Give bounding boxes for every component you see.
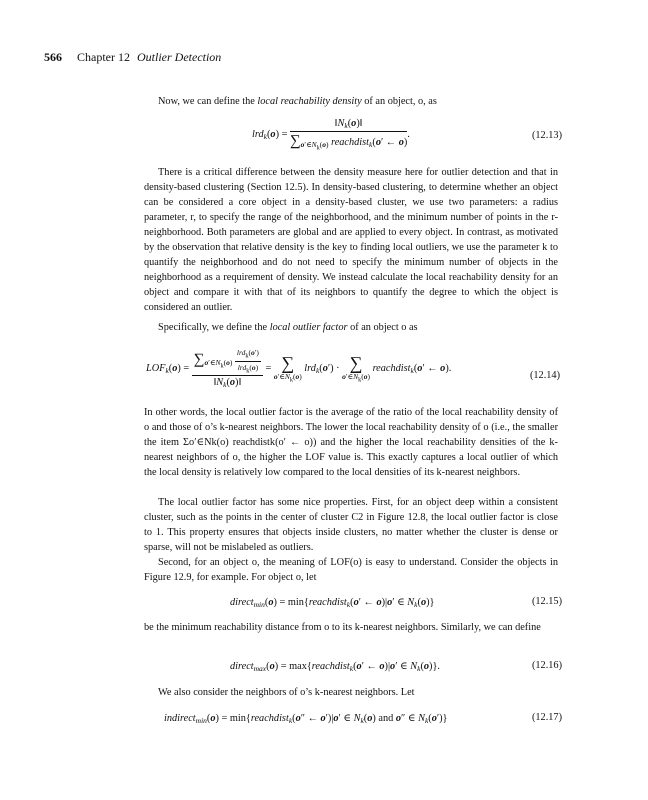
paragraph-5 [144, 495, 558, 555]
p8-text: We also consider the neighbors of o’s k-nearest neighbors. Let [158, 687, 415, 698]
equation-number-12-14: (12.14) [529, 370, 560, 381]
p3-pre: Specifically, we define the [158, 322, 270, 333]
p1-term: local reachability density [257, 96, 362, 107]
p1-post: of an object, o, as [361, 96, 437, 107]
paragraph-1 [144, 94, 558, 109]
page-number: 566 [44, 50, 62, 64]
p1-pre: Now, we can define the [158, 96, 258, 107]
equation-number-12-16: (12.16) [531, 660, 562, 671]
equation-number-12-13: (12.13) [531, 130, 562, 141]
paragraph-7 [144, 620, 558, 635]
p7-text: be the minimum reachability distance from o to its k-nearest neighbors. Similarly, we can define [144, 622, 541, 633]
paragraph-6 [144, 555, 558, 585]
p3-term: local outlier factor [269, 322, 348, 333]
page: 566 Chapter 12 Outlier Detection Now, we can define the local reachability density of an object, o, as lrd$_k$(o) = $\frac{‖N_k(o)‖}{\sum_{o'\in N_k(o)} reachdist_k(o' \leftarrow o)}$ . (12.13) There is a critical difference between the density measure here for outlier detection and that in density-based clustering (Section 12.5). In density-based clustering, to determine whether an object can be considered a core object in a density-based cluster, we use two parameters: a radius parameter, r, to specify the range of the neighborhood, and the minimum number of points in the r-neighborhood. Both parameters are global and are applied to every object. In contrast, as motivated by the observation that relative density is the key to finding local outliers, we use the parameter k to quantify the neighborhood and do not need to specify the minimum number of objects in the neighborhood as a requirement of density. We instead calculate the local reachability density for an object and compare it with that of its neighbors to quantify the degree to which the object is considered an outlier. Specifically, we define the local outlier factor of an object o as $LOF_k(o)$ = $\sum_{o'\in N_k(o)}$ $\frac{lrd_k(o')}{lrd_k(o)}$ $‖N_k(o)‖$ = ∑ $o'\in N_k(o)$ lrd$_k$(o′) · ∑ $o'\in N_k(o)$ reachdist$_k$(o′ ← o). (12.14) In other words, the local outlier factor is the average of the ratio of the local reachability density of o and those of o’s k-nearest neighbors. The lower the local reachability density of o (i.e., the smaller the item Σo′∈Nk(o) reachdistk(o′ ← o)) and the higher the local reachability densities of the k-nearest neighbors of o, the higher the LOF value is. This exactly captures a local outlier of which the local density is relatively low compared to the local densities of its k-nearest neighbors. The local outlier factor has some nice properties. First, for an object deep within a consistent cluster, such as the points in the center of cluster C2 in Figure 12.8, the local outlier factor is close to 1. This property ensures that objects inside clusters, no matter whether the cluster is dense or sparse, will not be mislabeled as outliers. Second, for an object o, the meaning of LOF(o) is easy to understand. Consider the objects in Figure 12.9, for example. For object o, let direct$_{min}$(o) = min{reachdist$_k$(o′ ← o)|o′ ∈ $N_k(o)$} (12.15) be the minimum reachability distance from o to its k-nearest neighbors. Similarly, we can define direct$_{max}$(o) = max{reachdist$_k$(o′ ← o)|o′ ∈ $N_k(o)$}. (12.16) We also consider the neighbors of o’s k-nearest neighbors. Let indirect$_{min}$(o) = min{reachdist$_k$(o″ ← o′)|o′ ∈ $N_k(o)$ and o″ ∈ $N_k(o')$} (12.17) [44, 50, 562, 725]
p6-text: Second, for an object o, the meaning of LOF(o) is easy to understand. Consider the objects in Figure 12.9, for example. For object o, let [144, 557, 558, 583]
chapter-title: Outlier Detection [137, 50, 222, 64]
equation-number-12-17: (12.17) [531, 712, 562, 723]
p4-text: In other words, the local outlier factor is the average of the ratio of the local reachability density of o and those of o’s k-nearest neighbors. The lower the local reachability density of o (i.e., the smaller the item Σo′∈Nk(o) reachdistk(o′ ← o)) and the higher the local reachability densities of the k-nearest neighbors of o, the higher the LOF value is. This exactly captures a local outlier of which the local density is relatively low compared to the local densities of its k-nearest neighbors. [144, 407, 558, 478]
paragraph-2 [144, 165, 558, 315]
running-header [44, 50, 221, 65]
paragraph-3 [144, 320, 558, 335]
chapter-label: Chapter 12 [77, 50, 130, 64]
p5-text: The local outlier factor has some nice properties. First, for an object deep within a consistent cluster, such as the points in the center of cluster C2 in Figure 12.8, the local outlier factor is close to 1. This property ensures that objects inside clusters, no matter whether the cluster is dense or sparse, will not be mislabeled as outliers. [144, 497, 558, 553]
p2-text: There is a critical difference between the density measure here for outlier detection and that in density-based clustering (Section 12.5). In density-based clustering, to determine whether an object can be considered a core object in a density-based cluster, we use two parameters: a radius parameter, r, to specify the range of the neighborhood, and the minimum number of points in the r-neighborhood. Both parameters are global and are applied to every object. In contrast, as motivated by the observation that relative density is the key to finding local outliers, we use the parameter k to quantify the neighborhood and do not need to specify the minimum number of objects in the neighborhood as a requirement of density. We instead calculate the local reachability density for an object and compare it with that of its neighbors to quantify the degree to which the object is considered an outlier. [144, 167, 558, 313]
p3-post: of an object o as [347, 322, 418, 333]
equation-number-12-15: (12.15) [531, 596, 562, 607]
paragraph-4 [144, 405, 558, 480]
paragraph-8 [144, 685, 558, 700]
